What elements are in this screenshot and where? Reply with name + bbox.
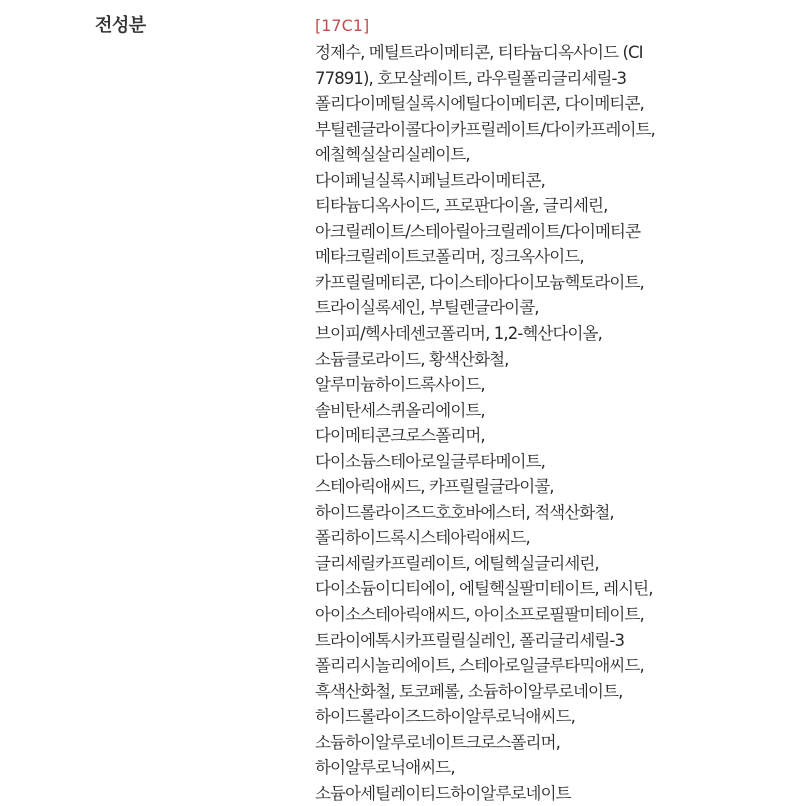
shade-code: [17C1]: [315, 16, 370, 35]
ingredient-line: 다이메티콘크로스폴리머,: [315, 426, 485, 446]
ingredient-line: 하이알루로닉애씨드,: [315, 758, 455, 778]
ingredient-line: 티타늄디옥사이드, 프로판다이올, 글리세린,: [315, 196, 608, 216]
ingredient-line: 카프릴릴메티콘, 다이스테아다이모늄헥토라이트,: [315, 272, 644, 292]
ingredient-line: 하이드롤라이즈드하이알루로닉애씨드,: [315, 707, 576, 727]
ingredient-line: 부틸렌글라이콜다이카프릴레이트/다이카프레이트,: [315, 119, 655, 139]
ingredient-line: 트라이에톡시카프릴릴실레인, 폴리글리세릴-3: [315, 630, 625, 650]
ingredient-line: 폴리다이메틸실록시에틸다이메티콘, 다이메티콘,: [315, 94, 644, 114]
ingredient-line: 다이소듐이디티에이, 에틸헥실팔미테이트, 레시틴,: [315, 579, 653, 599]
ingredient-line: 폴리하이드록시스테아릭애씨드,: [315, 528, 530, 548]
ingredient-line: 폴리리시놀리에이트, 스테아로일글루타믹애씨드,: [315, 656, 644, 676]
ingredient-line: 소듐클로라이드, 황색산화철,: [315, 349, 509, 369]
ingredient-line: 메타크릴레이트코폴리머, 징크옥사이드,: [315, 247, 584, 267]
ingredient-line: 하이드롤라이즈드호호바에스터, 적색산화철,: [315, 502, 614, 522]
ingredient-line: 아이소스테아릭애씨드, 아이소프로필팔미테이트,: [315, 605, 644, 625]
ingredient-list: [315, 40, 785, 806]
ingredient-line: 소듐하이알루로네이트크로스폴리머,: [315, 732, 560, 752]
ingredient-line: 에칠헥실살리실레이트,: [315, 145, 470, 165]
ingredient-line: 아크릴레이트/스테아릴아크릴레이트/다이메티콘: [315, 221, 641, 241]
ingredient-line: 스테아릭애씨드, 카프릴릴글라이콜,: [315, 477, 554, 497]
ingredient-line: 소듐아세틸레이티드하이알루로네이트: [315, 783, 571, 803]
ingredient-line: 솔비탄세스퀴올리에이트,: [315, 400, 485, 420]
ingredient-line: 정제수, 메틸트라이메티콘, 티타늄디옥사이드 (CI: [315, 43, 643, 62]
ingredient-line: 글리세릴카프릴레이트, 에틸헥실글리세린,: [315, 553, 599, 573]
ingredient-line: 다이소듐스테아로일글루타메이트,: [315, 451, 545, 471]
ingredients-label: 전성분: [95, 15, 146, 36]
ingredient-line: 흑색산화철, 토코페롤, 소듐하이알루로네이트,: [315, 681, 623, 701]
ingredient-line: 77891), 호모살레이트, 라우릴폴리글리세릴-3: [315, 68, 627, 88]
ingredient-line: 알루미늄하이드록사이드,: [315, 375, 485, 395]
ingredient-line: 브이피/헥사데센코폴리머, 1,2-헥산다이올,: [315, 324, 602, 344]
ingredient-line: 트라이실록세인, 부틸렌글라이콜,: [315, 298, 539, 318]
ingredient-line: 다이페닐실록시페닐트라이메티콘,: [315, 170, 545, 190]
